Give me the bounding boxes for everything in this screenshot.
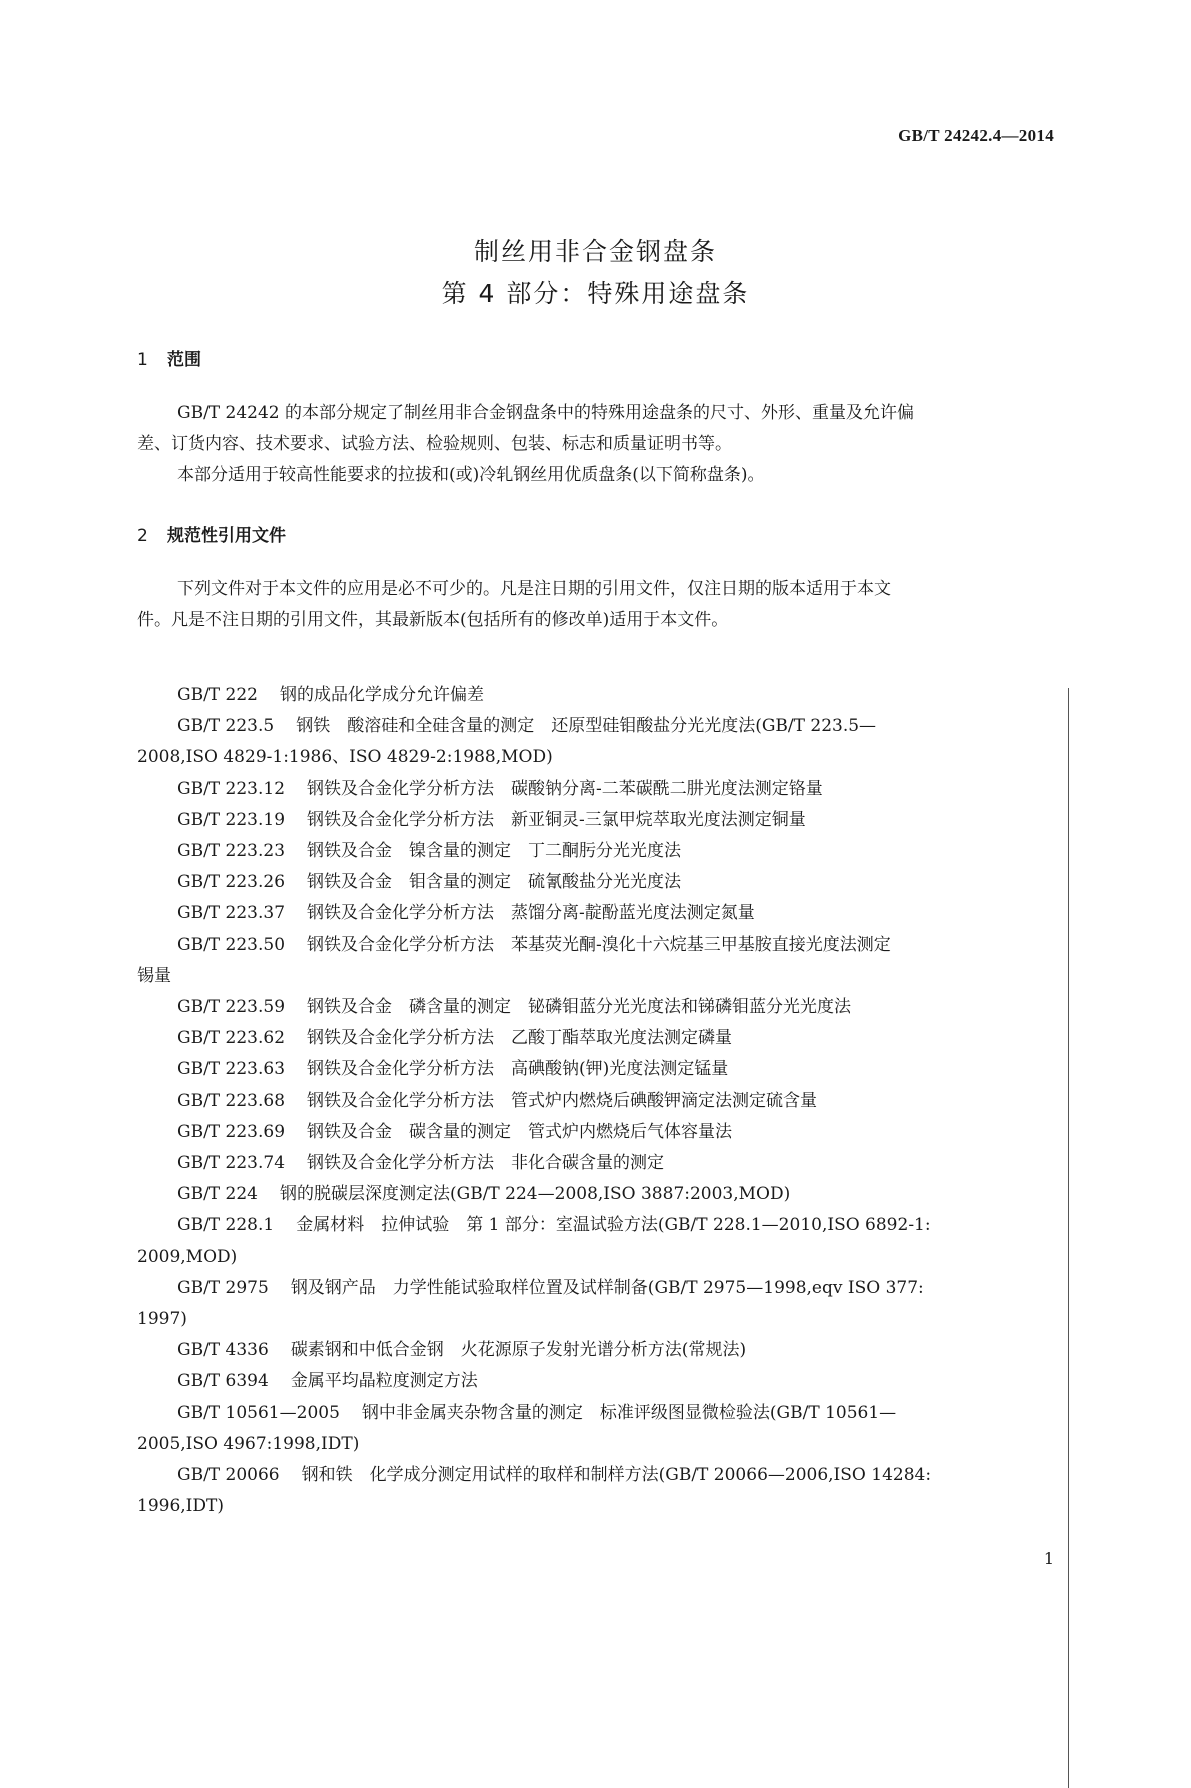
section-2-heading [137,521,286,546]
reference-item [137,1210,1054,1272]
reference-continuation: 锡量 [137,965,171,986]
reference-continuation: 2008,ISO 4829-1:1986、ISO 4829-2:1988,MOD) [137,747,553,768]
reference-code: GB/T 223.69 [177,1121,286,1142]
reference-code: GB/T 223.37 [177,903,286,924]
reference-title: 钢铁及合金化学分析方法 蒸馏分离-靛酚蓝光度法测定氮量 [307,903,755,924]
reference-item [137,680,1054,711]
reference-title: 钢中非金属夹杂物含量的测定 标准评级图显微检验法(GB/T 10561— [361,1402,897,1423]
section-1-heading [137,345,201,370]
reference-list [137,680,1054,1522]
standard-number: GB/T 24242.4—2014 [898,126,1054,145]
reference-item [137,1366,1054,1397]
reference-line [137,805,1054,836]
reference-code: GB/T 223.23 [177,841,286,862]
reference-item [137,930,1054,992]
reference-title: 钢铁及合金 磷含量的测定 铋磷钼蓝分光光度法和锑磷钼蓝分光光度法 [307,997,852,1018]
reference-title: 钢铁及合金化学分析方法 高碘酸钠(钾)光度法测定锰量 [307,1059,729,1080]
reference-code: GB/T 228.1 [177,1215,275,1236]
reference-title: 钢铁及合金化学分析方法 管式炉内燃烧后碘酸钾滴定法测定硫含量 [307,1090,818,1111]
reference-line [137,1398,1054,1429]
reference-item [137,1148,1054,1179]
reference-continuation: 1996,IDT) [137,1496,224,1517]
document-title: 制丝用非合金钢盘条 [473,237,717,266]
reference-code: GB/T 10561—2005 [177,1402,340,1423]
section-number: 1 [137,350,148,370]
reference-item [137,1335,1054,1366]
reference-line [137,898,1054,929]
reference-code: GB/T 223.68 [177,1090,286,1111]
reference-line [137,1460,1054,1491]
reference-item [137,992,1054,1023]
reference-title: 钢铁及合金化学分析方法 苯基荧光酮-溴化十六烷基三甲基胺直接光度法测定 [307,934,891,955]
reference-line [137,1148,1054,1179]
reference-item [137,867,1054,898]
reference-line [137,1210,1054,1241]
paragraph-line: GB/T 24242 的本部分规定了制丝用非合金钢盘条中的特殊用途盘条的尺寸、外形、重量及允许偏 [177,403,915,423]
reference-continuation: 2005,ISO 4967:1998,IDT) [137,1433,360,1454]
reference-code: GB/T 223.26 [177,872,286,893]
reference-title: 钢铁及合金化学分析方法 乙酸丁酯萃取光度法测定磷量 [307,1028,733,1049]
reference-item [137,774,1054,805]
reference-code: GB/T 4336 [177,1340,269,1361]
reference-line [137,836,1054,867]
reference-title: 钢铁 酸溶硅和全硅含量的测定 还原型硅钼酸盐分光光度法(GB/T 223.5— [296,716,877,737]
reference-line [137,711,1054,742]
reference-title: 钢铁及合金化学分析方法 非化合碳含量的测定 [307,1153,665,1174]
reference-item [137,1086,1054,1117]
revision-bar [1068,688,1069,1788]
reference-code: GB/T 223.63 [177,1059,286,1080]
section-2-intro [137,574,1054,636]
reference-item [137,1273,1054,1335]
reference-item [137,1460,1054,1522]
reference-code: GB/T 224 [177,1184,258,1205]
reference-title: 碳素钢和中低合金钢 火花源原子发射光谱分析方法(常规法) [290,1340,747,1361]
reference-title: 金属材料 拉伸试验 第 1 部分：室温试验方法(GB/T 228.1—2010,ISO 6892-1: [296,1215,931,1236]
reference-line [137,1179,1054,1210]
reference-code: GB/T 223.12 [177,778,286,799]
reference-code: GB/T 2975 [177,1277,269,1298]
reference-code: GB/T 6394 [177,1371,269,1392]
paragraph-line: 本部分适用于较高性能要求的拉拔和(或)冷轧钢丝用优质盘条(以下简称盘条)。 [177,465,765,486]
reference-code: GB/T 222 [177,685,258,705]
reference-title: 钢铁及合金化学分析方法 碳酸钠分离-二苯碳酰二肼光度法测定铬量 [307,778,823,799]
reference-line [137,1023,1054,1054]
reference-title: 钢及钢产品 力学性能试验取样位置及试样制备(GB/T 2975—1998,eqv ISO 377: [290,1277,924,1298]
reference-title: 钢铁及合金 碳含量的测定 管式炉内燃烧后气体容量法 [307,1121,733,1142]
reference-title: 钢铁及合金 钼含量的测定 硫氰酸盐分光光度法 [307,872,682,893]
reference-item [137,1117,1054,1148]
reference-code: GB/T 223.62 [177,1028,286,1049]
reference-continuation: 2009,MOD) [137,1246,238,1267]
reference-line [137,1117,1054,1148]
section-title: 规范性引用文件 [167,526,286,546]
reference-code: GB/T 20066 [177,1465,280,1486]
reference-code: GB/T 223.19 [177,809,286,830]
reference-item [137,836,1054,867]
reference-title: 钢的脱碳层深度测定法(GB/T 224—2008,ISO 3887:2003,MOD) [280,1184,791,1205]
reference-item [137,1054,1054,1085]
section-title: 范围 [167,350,201,370]
reference-line [137,1086,1054,1117]
section-1-body [137,398,1054,492]
reference-item [137,1398,1054,1460]
document-subtitle: 第 4 部分：特殊用途盘条 [441,279,750,308]
reference-line [137,930,1054,961]
reference-continuation: 1997) [137,1309,187,1330]
section-number: 2 [137,526,148,546]
reference-item [137,805,1054,836]
reference-line [137,867,1054,898]
reference-title: 钢铁及合金 镍含量的测定 丁二酮肟分光光度法 [307,841,682,862]
reference-item [137,1179,1054,1210]
reference-code: GB/T 223.59 [177,997,286,1018]
reference-code: GB/T 223.5 [177,716,275,737]
reference-line [137,774,1054,805]
paragraph-line: 件。凡是不注日期的引用文件，其最新版本(包括所有的修改单)适用于本文件。 [137,610,729,631]
reference-line [137,1054,1054,1085]
reference-line [137,680,1054,711]
reference-line [137,1335,1054,1366]
reference-title: 钢铁及合金化学分析方法 新亚铜灵-三氯甲烷萃取光度法测定铜量 [307,809,806,830]
reference-code: GB/T 223.50 [177,934,286,955]
page-number: 1 [1043,1549,1054,1568]
reference-title: 金属平均晶粒度测定方法 [290,1371,478,1392]
paragraph-line: 差、订货内容、技术要求、试验方法、检验规则、包装、标志和质量证明书等。 [137,434,732,455]
reference-title: 钢和铁 化学成分测定用试样的取样和制样方法(GB/T 20066—2006,ISO 14284: [301,1465,932,1486]
reference-item [137,711,1054,773]
reference-line [137,1366,1054,1397]
reference-item [137,1023,1054,1054]
reference-line [137,992,1054,1023]
reference-item [137,898,1054,929]
paragraph-line: 下列文件对于本文件的应用是必不可少的。凡是注日期的引用文件，仅注日期的版本适用于本文 [177,579,891,599]
reference-code: GB/T 223.74 [177,1153,286,1174]
reference-title: 钢的成品化学成分允许偏差 [280,685,484,705]
reference-line [137,1273,1054,1304]
